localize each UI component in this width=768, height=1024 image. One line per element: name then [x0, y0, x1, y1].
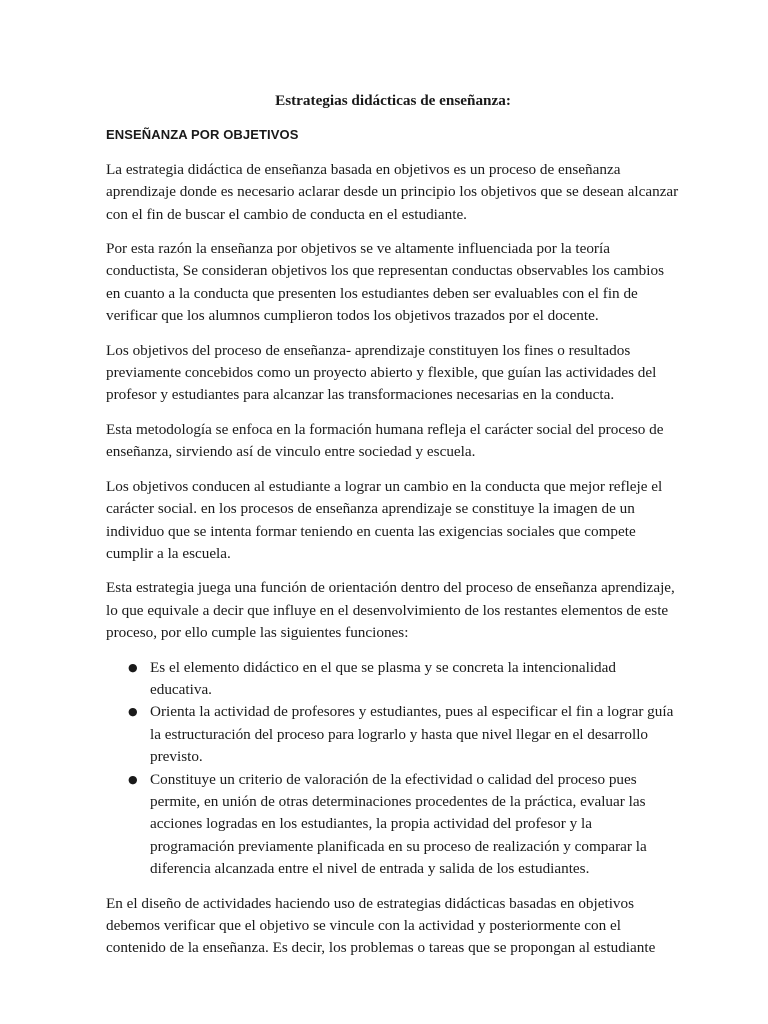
paragraph-2: Por esta razón la enseñanza por objetivos se ve altamente influenciada por la teoría conductista, Se consideran objetivos los que representan conductas observables los cambios en cuanto a la conducta que presenten los estudiantes deben ser evaluables con el fin de verificar que los alumnos cumplieron todos los objetivos trazados por el docente. [106, 240, 664, 325]
document-title: Estrategias didácticas de enseñanza: [275, 92, 511, 109]
list-item-text: Orienta la actividad de profesores y estudiantes, pues al especificar el fin a lograr guía la estructuración del proceso para lograrlo y hasta que nivel llegar en el desarrollo previsto. [150, 703, 674, 766]
list-item [106, 769, 680, 881]
bullet-icon: ● [128, 772, 138, 786]
list-item [106, 701, 680, 768]
paragraph-6: Esta estrategia juega una función de orientación dentro del proceso de enseñanza aprendizaje, lo que equivale a decir que influye en el desenvolvimiento de los restantes elementos de este proceso, por ello cumple las siguientes funciones: [106, 579, 675, 642]
paragraph-4: Esta metodología se enfoca en la formación humana refleja el carácter social del proceso de enseñanza, sirviendo así de vinculo entre sociedad y escuela. [106, 420, 664, 461]
paragraph-5: Los objetivos conducen al estudiante a lograr un cambio en la conducta que mejor refleje el carácter social. en los procesos de enseñanza aprendizaje se constituye la imagen de un individuo que se intenta formar teniendo en cuenta las exigencias sociales que compete cumplir a la escuela. [106, 477, 663, 562]
bullet-icon: ● [128, 660, 138, 674]
paragraph-1: La estrategia didáctica de enseñanza basada en objetivos es un proceso de enseñanza aprendizaje donde es necesario aclarar desde un principio los objetivos que se desean alcanzar con el fin de buscar el cambio de conducta en el estudiante. [106, 160, 679, 223]
section-heading: ENSEÑANZA POR OBJETIVOS [106, 127, 299, 143]
list-item-text: Constituye un criterio de valoración de la efectividad o calidad del proceso pues permite, en unión de otras determinaciones procedentes de la práctica, evaluar las acciones logradas en los estudiantes, la propia actividad del profesor y la programación previamente planificada en su proceso de realización y comparar la diferencia alcanzada entre el nivel de entrada y salida de los estudiantes. [150, 770, 647, 878]
list-item-text: Es el elemento didáctico en el que se plasma y se concreta la intencionalidad educativa. [150, 658, 616, 698]
list-item [106, 657, 680, 702]
functions-list [106, 657, 680, 881]
paragraph-3: Los objetivos del proceso de enseñanza- aprendizaje constituyen los fines o resultados previamente concebidos como un proyecto abierto y flexible, que guían las actividades del profesor y estudiantes para alcanzar las transformaciones necesarias en la conducta. [106, 341, 657, 404]
paragraph-7: En el diseño de actividades haciendo uso de estrategias didácticas basadas en objetivos debemos verificar que el objetivo se vincule con la actividad y posteriormente con el contenido de la enseñanza. Es decir, los problemas o tareas que se propongan al estudiante [106, 894, 656, 957]
bullet-icon: ● [128, 705, 138, 719]
